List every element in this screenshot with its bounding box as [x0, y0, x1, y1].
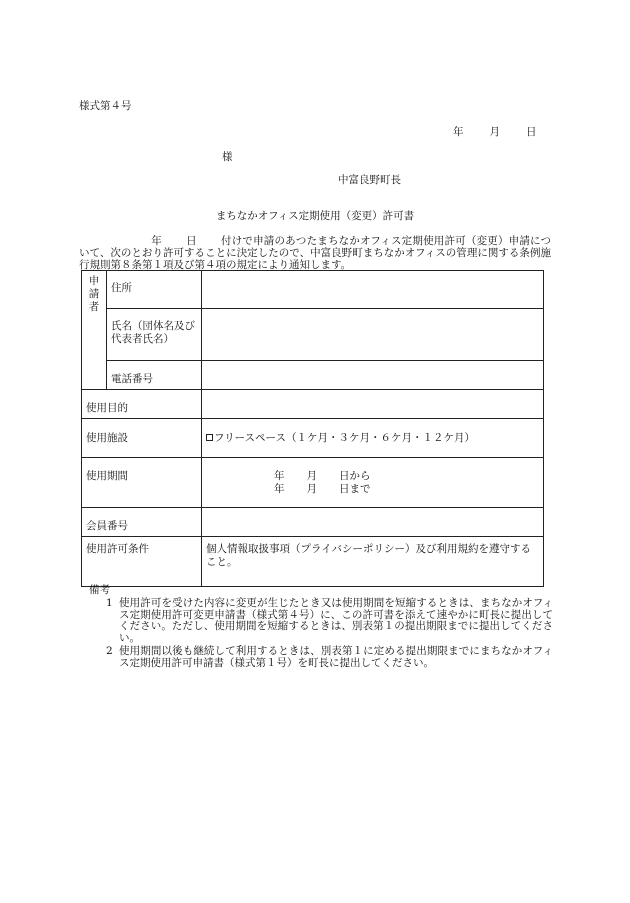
- member-number-field[interactable]: [202, 508, 544, 537]
- document-title: まちなかオフィス定期使用（変更）許可書: [215, 210, 415, 222]
- phone-label: 電話番号: [107, 361, 202, 390]
- date-month: 月: [489, 126, 500, 138]
- date-day: 日: [526, 126, 537, 138]
- notes-heading: 備考: [89, 584, 110, 596]
- date-year: 年: [453, 126, 464, 138]
- period-label: 使用期間: [82, 458, 202, 508]
- address-label: 住所: [107, 271, 202, 309]
- addressee: 様: [222, 151, 233, 163]
- name-field[interactable]: [202, 309, 544, 361]
- phone-field[interactable]: [202, 361, 544, 390]
- facility-label: 使用施設: [82, 419, 202, 458]
- address-field[interactable]: [202, 271, 544, 309]
- note-1-text: 使用許可を受けた内容に変更が生じたとき又は使用期間を短縮するときは、まちなかオフィス定期使用許可変更申請書（様式第４号）に、この許可書を添えて速やかに町長に提出してください。ただし、使用期間を短縮するときは、別表第１の提出期限までに提出してください。: [119, 597, 553, 644]
- member-number-label: 会員番号: [82, 508, 202, 537]
- period-from: 年 月 日から: [274, 470, 371, 482]
- note-1-number: 1: [106, 597, 113, 609]
- period-to: 年 月 日まで: [274, 483, 371, 495]
- body-paragraph: [79, 235, 551, 271]
- note-2-text: 使用期間以後も継続して利用するときは、別表第１に定める提出期限までにまちなかオフィス定期使用許可申請書（様式第１号）を町長に提出してください。: [119, 645, 553, 669]
- issuer: 中富良野町長: [338, 174, 401, 186]
- body-text: 付けで申請のあつたまちなかオフィス定期使用許可（変更）申請について、次のとおり許可することに決定したので、中富良野町まちなかオフィスの管理に関する条例施行規則第８条第１項及び第４項の規定により通知します。: [79, 235, 552, 271]
- body-day: 日: [185, 235, 197, 247]
- conditions-value: 個人情報取扱事項（プライバシーポリシー）及び利用規約を遵守すること。: [202, 537, 544, 587]
- period-value: [202, 458, 544, 508]
- form-number: 様式第４号: [79, 100, 132, 112]
- name-label: 氏名（団体名及び代表者氏名）: [107, 309, 202, 361]
- note-2-number: 2: [106, 645, 113, 657]
- purpose-label: 使用目的: [82, 390, 202, 419]
- permit-table: [81, 270, 544, 587]
- body-year: 年: [151, 235, 162, 247]
- conditions-label: 使用許可条件: [82, 537, 202, 587]
- applicant-label: 申 請 者: [82, 271, 107, 390]
- issue-date: [453, 124, 537, 139]
- purpose-field[interactable]: [202, 390, 544, 419]
- facility-value: フリースペース（１ケ月・３ケ月・６ケ月・１２ケ月）: [202, 419, 544, 458]
- checkbox-icon[interactable]: [206, 434, 213, 441]
- notes: [89, 584, 553, 669]
